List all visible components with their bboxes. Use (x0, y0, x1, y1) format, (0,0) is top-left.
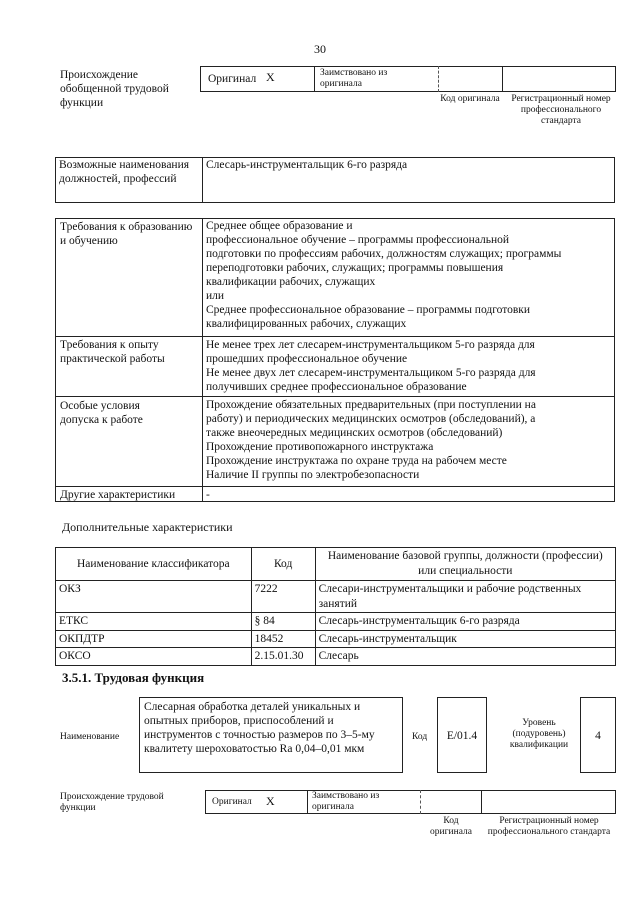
req-experience-label: Требования к опыту практической работы (60, 339, 165, 365)
table-cell: ОКПДТР (56, 630, 252, 648)
origin-label: Происхождение обобщенной трудовой функции (60, 69, 169, 109)
page-number: 30 (314, 42, 326, 56)
reg-caption-2: Регистрационный номер профессионального стандарта (487, 816, 611, 837)
section-heading: 3.5.1. Трудовая функция (62, 670, 205, 685)
origin-label-2: Происхождение трудовой функции (60, 792, 164, 813)
table-cell: Слесари-инструментальщики и рабочие родственных занятий (315, 581, 615, 613)
original-label-2: Оригинал (212, 797, 252, 807)
req-other-value: - (206, 489, 210, 501)
header-classifier: Наименование классификатора (56, 548, 252, 581)
code-value: E/01.4 (446, 730, 478, 742)
code-label: Код (412, 732, 428, 742)
req-education-value: Среднее общее образование и профессиональное обучение – программы профессиональной подготовки по профессиям рабочих, должностям служащих; программы переподготовки рабочих, служащих; программы повышения квалификации рабочих, служащих или Среднее профессиональное образование – программы подготовки квалифицированных рабочих, служащих (206, 220, 562, 330)
table-cell: Слесарь-инструментальщик 6-го разряда (315, 613, 615, 631)
original-mark: X (266, 70, 275, 84)
name-value: Слесарная обработка деталей уникальных и опытных приборов, приспособлений и инструментов с точностью размеров по 3–5-му квалитету шероховатостью Ra 0,04–0,01 мкм (144, 701, 375, 755)
req-conditions-label: Особые условия допуска к работе (60, 400, 143, 426)
code-caption-2: Код оригинала (430, 816, 472, 837)
table-cell: ЕТКС (56, 613, 252, 631)
level-label: Уровень (подуровень) квалификации (509, 718, 569, 750)
table-cell: Слесарь (315, 648, 615, 666)
req-conditions-value: Прохождение обязательных предварительных (при поступлении на работу) и периодических медицинских осмотров (обследований), а также внеочередных медицинских осмотров (обследований) Прохождение противопожарного инструктажа Прохождение инструктажа по охране труда на рабочем месте Наличие II группы по электробезопасности (206, 399, 536, 481)
header-code: Код (251, 548, 315, 581)
table-cell: 18452 (251, 630, 315, 648)
names-label: Возможные наименования должностей, профессий (59, 159, 190, 185)
req-other-label: Другие характеристики (60, 489, 176, 501)
req-experience-value: Не менее трех лет слесарем-инструментальщиком 5-го разряда для прошедших профессиональное обучение Не менее двух лет слесарем-инструментальщиком 5-го разряда для получивших среднее профессиональное образование (206, 339, 536, 393)
borrowed-label-2: Заимствовано из оригинала (312, 791, 380, 812)
name-label: Наименование (60, 732, 120, 742)
additional-heading: Дополнительные характеристики (62, 520, 233, 534)
code-caption: Код оригинала (440, 94, 500, 104)
header-group: Наименование базовой группы, должности (профессии) или специальности (315, 548, 615, 581)
additional-table (55, 547, 616, 666)
borrowed-label: Заимствовано из оригинала (320, 68, 388, 89)
table-cell: 2.15.01.30 (251, 648, 315, 666)
original-label: Оригинал (208, 73, 257, 85)
req-education-label: Требования к образованию и обучению (60, 221, 193, 247)
table-cell: ОКЗ (56, 581, 252, 613)
table-cell: ОКСО (56, 648, 252, 666)
table-cell: 7222 (251, 581, 315, 613)
level-value: 4 (595, 730, 601, 742)
table-cell: § 84 (251, 613, 315, 631)
reg-caption: Регистрационный номер профессионального стандарта (511, 94, 611, 126)
names-value: Слесарь-инструментальщик 6-го разряда (206, 159, 408, 171)
original-mark-2: X (266, 794, 275, 808)
table-cell: Слесарь-инструментальщик (315, 630, 615, 648)
